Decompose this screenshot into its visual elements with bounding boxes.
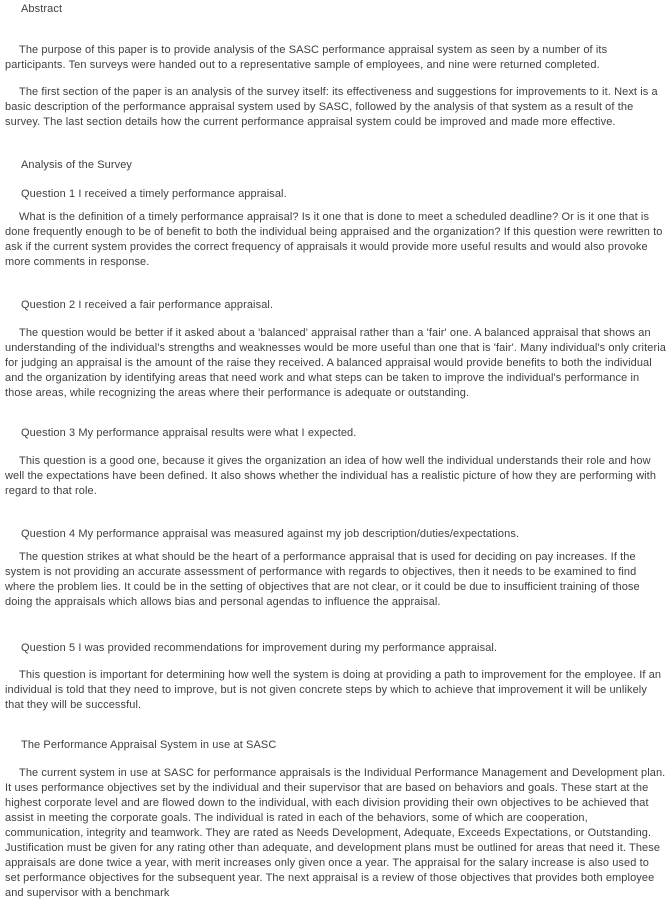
heading-abstract: Abstract — [21, 3, 63, 15]
paragraph-question-4-analysis: The question strikes at what should be the heart of a performance appraisal that is used for deciding on pay increases. If the system is not providing an accurate assessment of performance with regards to objectives, then it needs to be examined to find where the problem lies. It could be in the setting of objectives that are not clear, or it could be due to insufficient training of those doing the appraisals which allows bias and personal agendas to influence the appraisal. — [5, 551, 640, 608]
heading-question-5: Question 5 I was provided recommendations for improvement during my performance appraisal. — [21, 642, 498, 654]
paragraph-abstract-purpose: The purpose of this paper is to provide analysis of the SASC performance appraisal system as seen by a number of its participants. Ten surveys were handed out to a representative sample of employees, and nine were returned completed. — [5, 44, 608, 71]
heading-question-2: Question 2 I received a fair performance appraisal. — [21, 299, 274, 311]
heading-question-4: Question 4 My performance appraisal was measured against my job description/duties/expectations. — [21, 528, 520, 540]
paragraph-abstract-overview: The first section of the paper is an analysis of the survey itself: its effectiveness and suggestions for improvements to it. Next is a basic description of the performance appraisal system used by SASC, followed by the analysis of that system as a result of the survey. The last section details how the current performance appraisal system could be improved and made more effective. — [5, 86, 658, 128]
heading-system-in-use-at-sasc: The Performance Appraisal System in use at SASC — [21, 739, 277, 751]
paragraph-question-2-analysis: The question would be better if it asked about a 'balanced' appraisal rather than a 'fair' one. A balanced appraisal that shows an understanding of the individual's strengths and weaknesses would be more useful than one that is 'fair'. Many individual's only criteria for judging an appraisal is the amount of the raise they received. A balanced appraisal would provide benefits to both the individual and the organization by identifying areas that need work and what steps can be taken to improve the individual's performance in those areas, while recognizing the areas where their performance is adequate or outstanding. — [5, 327, 666, 399]
heading-question-1: Question 1 I received a timely performance appraisal. — [21, 188, 287, 200]
heading-question-3: Question 3 My performance appraisal results were what I expected. — [21, 427, 357, 439]
heading-analysis-of-survey: Analysis of the Survey — [21, 159, 133, 171]
paragraph-question-1-analysis: What is the definition of a timely performance appraisal? Is it one that is done to meet a scheduled deadline? Or is it one that is done frequently enough to be of benefit to both the individual being appraised and the organization? If this question were rewritten to ask if the current system provides the correct frequency of appraisals it would provide more useful results and would also provoke more comments in response. — [5, 211, 663, 268]
paragraph-question-3-analysis: This question is a good one, because it gives the organization an idea of how well the individual understands their role and how well the expectations have been defined. It also shows whether the individual has a realistic picture of how they are performing with regard to that role. — [5, 455, 657, 497]
paragraph-question-5-analysis: This question is important for determining how well the system is doing at providing a path to improvement for the employee. If an individual is told that they need to improve, but is not given concrete steps by which to achieve that improvement it will be unlikely that they will be successful. — [5, 669, 662, 711]
paragraph-system-description: The current system in use at SASC for performance appraisals is the Individual Performance Management and Development plan. It uses performance objectives set by the individual and their supervisor that are based on behaviors and goals. These start at the highest corporate level and are flowed down to the individual, with each division providing their own objectives to be achieved that assist in meeting the corporate goals. The individual is rated in each of the behaviors, some of which are cooperation, communication, integrity and teamwork. They are rated as Needs Development, Adequate, Exceeds Expectations, or Outstanding. Justification must be given for any rating other than adequate, and development plans must be outlined for areas that need it. These appraisals are done twice a year, with merit increases only given once a year. The appraisal for the salary increase is also used to set performance objectives for the subsequent year. The next appraisal is a review of those objectives that provides both employee and supervisor with a benchmark — [5, 767, 666, 899]
